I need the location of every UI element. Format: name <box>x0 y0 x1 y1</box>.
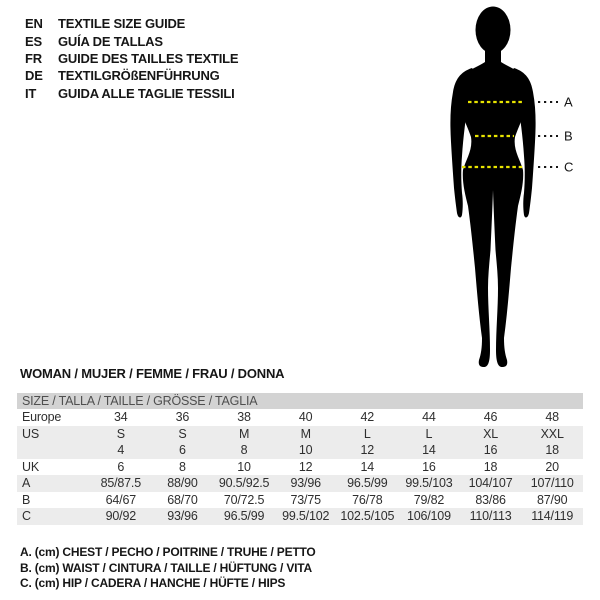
table-row-us-numeric <box>17 442 583 459</box>
table-row-waist-b <box>17 492 583 509</box>
lang-title: GUÍA DE TALLAS <box>58 33 163 49</box>
table-cell: 114/119 <box>531 509 574 523</box>
row-label: Europe <box>22 410 62 424</box>
group-title-woman: WOMAN / MUJER / FEMME / FRAU / DONNA <box>20 366 285 381</box>
table-cell: S <box>178 426 187 441</box>
table-cell: 18 <box>483 459 498 474</box>
table-cell: 10 <box>298 443 313 457</box>
table-cell: 6 <box>117 459 125 474</box>
row-label: C <box>22 509 31 523</box>
table-row-hip-c <box>17 508 583 525</box>
table-cell: 110/113 <box>469 509 512 523</box>
table-cell: 107/110 <box>530 476 574 490</box>
table-cell: 93/96 <box>290 476 321 490</box>
table-cell: 90/92 <box>105 509 136 523</box>
table-cell: 16 <box>422 459 436 474</box>
table-cell: M <box>300 426 311 441</box>
row-label: US <box>22 426 39 441</box>
table-cell: 99.5/102 <box>282 509 330 523</box>
table-cell: 99.5/103 <box>405 476 453 490</box>
table-cell: 93/96 <box>167 509 198 523</box>
table-cell: 4 <box>117 443 125 457</box>
lang-code: DE <box>25 68 43 84</box>
table-cell: 96.5/99 <box>223 509 265 523</box>
table-row-uk <box>17 459 583 476</box>
measurement-legend <box>20 545 316 592</box>
table-cell: 16 <box>483 443 498 457</box>
lang-row-fr <box>25 50 238 67</box>
female-silhouette <box>450 7 535 368</box>
lang-row-it <box>25 85 238 102</box>
table-cell: 14 <box>360 459 375 474</box>
table-cell: 18 <box>545 443 559 457</box>
table-cell: 85/87.5 <box>100 476 141 490</box>
lang-row-en <box>25 15 238 32</box>
table-cell: 48 <box>545 410 559 424</box>
table-cell: 8 <box>179 459 186 474</box>
table-cell: 70/72.5 <box>223 492 265 507</box>
table-cell: 46 <box>483 410 498 424</box>
marker-label-a: A <box>564 94 573 110</box>
row-label: A <box>22 476 31 490</box>
table-cell: S <box>116 426 125 441</box>
row-label <box>17 442 90 459</box>
table-cell: 83/86 <box>475 492 506 507</box>
table-row-us <box>17 426 583 443</box>
table-cell: 14 <box>422 443 436 457</box>
table-cell: 64/67 <box>105 492 136 507</box>
table-cell: 42 <box>360 410 375 424</box>
table-cell: 38 <box>237 410 251 424</box>
table-cell: 36 <box>175 410 190 424</box>
table-cell: 76/78 <box>352 492 383 507</box>
lang-code: IT <box>25 85 37 101</box>
legend-hip: C. (cm) HIP / CADERA / HANCHE / HÜFTE / HIPS <box>20 576 286 591</box>
table-cell: 96.5/99 <box>347 476 388 490</box>
marker-label-c: C <box>564 159 574 175</box>
table-cell: 79/82 <box>413 492 445 507</box>
table-cell: L <box>425 426 433 441</box>
language-title-block <box>25 15 238 102</box>
table-cell: 88/90 <box>167 476 198 490</box>
row-label: UK <box>22 459 39 474</box>
lang-title: TEXTILGRÖßENFÜHRUNG <box>58 68 220 84</box>
table-cell: 20 <box>545 459 559 474</box>
table-row-europe <box>17 409 583 426</box>
table-cell: 68/70 <box>167 492 198 507</box>
table-cell: 34 <box>114 410 128 424</box>
lang-title: GUIDE DES TAILLES TEXTILE <box>58 50 239 66</box>
marker-label-b: B <box>564 128 573 144</box>
lang-row-es <box>25 32 238 49</box>
table-cell: L <box>363 426 371 441</box>
row-label: B <box>22 492 31 507</box>
table-cell: 104/107 <box>468 476 513 490</box>
table-cell: XL <box>483 426 498 441</box>
legend-chest: A. (cm) CHEST / PECHO / POITRINE / TRUHE / PETTO <box>20 545 316 559</box>
table-cell: 87/90 <box>537 492 568 507</box>
measurement-figure <box>410 0 600 380</box>
lang-row-de <box>25 67 238 84</box>
table-row-chest-a <box>17 475 583 492</box>
table-cell: 12 <box>360 443 375 457</box>
lang-title: TEXTILE SIZE GUIDE <box>58 16 186 32</box>
table-cell: 73/75 <box>290 492 321 507</box>
lang-code: EN <box>25 16 43 32</box>
lang-code: FR <box>25 50 42 66</box>
lang-code: ES <box>25 33 42 49</box>
table-cell: 12 <box>298 459 313 474</box>
table-cell: 40 <box>298 410 313 424</box>
table-cell: M <box>238 426 250 441</box>
table-cell: 8 <box>240 443 248 457</box>
size-table-header: SIZE / TALLA / TAILLE / GRÖSSE / TAGLIA <box>17 393 583 409</box>
table-cell: 90.5/92.5 <box>218 476 270 490</box>
table-cell: 44 <box>422 410 436 424</box>
lang-title: GUIDA ALLE TAGLIE TESSILI <box>58 85 235 101</box>
legend-waist: B. (cm) WAIST / CINTURA / TAILLE / HÜFTUNG / VITA <box>20 560 312 575</box>
table-cell: 10 <box>237 459 251 474</box>
table-cell: 102.5/105 <box>340 509 395 523</box>
table-cell: 6 <box>179 443 186 457</box>
table-cell: 106/109 <box>407 509 451 523</box>
table-cell: XXL <box>540 426 564 441</box>
size-table <box>17 393 583 525</box>
